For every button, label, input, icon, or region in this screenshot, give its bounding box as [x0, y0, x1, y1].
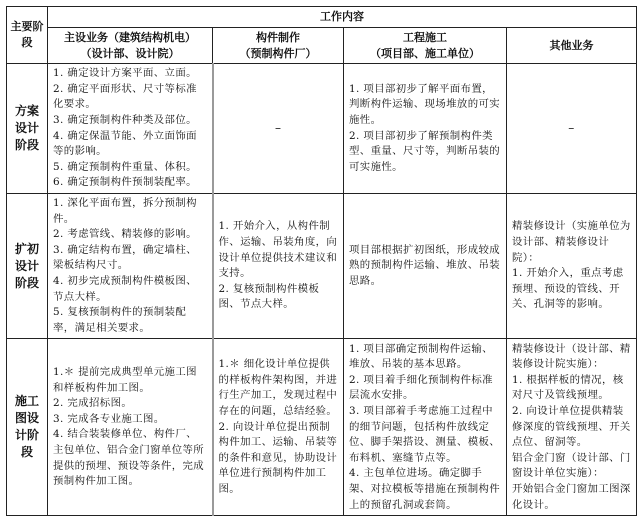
- cell-construction: [344, 64, 507, 194]
- list-item: 1. 确定设计方案平面、立面。: [53, 67, 197, 80]
- list-item: 5. 确定预制构件重量、体积。: [53, 160, 197, 173]
- cell-other: [507, 64, 637, 194]
- list-item: 3. 完成各专业施工图。: [53, 412, 165, 425]
- group-header: 工作内容: [48, 7, 637, 28]
- column-header-construction: [344, 28, 507, 64]
- list-item: 铝合金门窗（设计部、门窗设计单位实施）：: [512, 451, 631, 480]
- list-item: 2. 确定平面形状、尺寸等标准化要求。: [53, 82, 197, 111]
- stage-header-text: 主要阶段: [10, 20, 44, 49]
- cell-main-design: [48, 339, 213, 516]
- list-item: 2. 向设计单位提供精装修深度的管线预埋、开关点位、留洞等。: [512, 404, 631, 449]
- cell-main-design: [48, 64, 213, 194]
- column-title: 工程施工: [403, 30, 447, 44]
- stage-text: 扩初: [14, 241, 39, 256]
- list-item: 4. 结合装装修单位、构件厂、主包单位、铝合金门窗单位等所提供的预埋、预设等条件，完成预制构件加工图。: [53, 428, 205, 488]
- column-subtitle: （预制构件厂）: [239, 46, 317, 60]
- cell-other: [507, 339, 637, 516]
- table-row-preliminary-design: [7, 194, 637, 339]
- stage-text: 设计: [14, 258, 39, 273]
- column-header-other: [507, 28, 637, 64]
- list-item: 3. 项目部着手考虑施工过程中的细节问题，包括构件放线定位、脚手架搭设、测量、模板、布料机、塞缝节点等。: [349, 404, 501, 464]
- list-item: 4. 初步完成预制构件模板图、节点大样。: [53, 274, 197, 303]
- list-item: 1.＊ 提前完成典型单元施工图和样板构件加工图。: [53, 365, 197, 394]
- stage-text: 设计: [14, 121, 39, 135]
- cell-component-production: [213, 194, 344, 339]
- cell-component-production: [213, 64, 344, 194]
- list-item: 开始铝合金门窗加工图深化设计。: [512, 482, 631, 511]
- list-item: 2. 项目部初步了解预制构件类型、重量、尺寸等，判断吊装的可实施性。: [349, 129, 501, 173]
- list-item: 6. 确定预制构件预制装配率。: [53, 176, 197, 189]
- cell-construction: [344, 194, 507, 339]
- work-content-table: [6, 6, 637, 516]
- list-item: 4. 主包单位进场。确定脚手架、对拉模板等措施在预制构件上的预留孔洞或套筒。: [349, 467, 501, 511]
- list-item: 1. 项目部初步了解平面布置，判断构件运输、现场堆放的可实施性。: [349, 82, 501, 126]
- list-item: 2. 向设计单位提出预制构件加工、运输、吊装等的条件和意见，协助设计单位进行预制构件加工图。: [218, 420, 338, 495]
- cell-construction: [344, 339, 507, 516]
- stage-text: 阶段: [14, 275, 39, 290]
- column-subtitle: （项目部、施工单位）: [370, 46, 480, 60]
- column-subtitle: （设计部、设计院）: [80, 46, 180, 60]
- list-item: 1. 根据样板的情况，核对尺寸及管线预埋。: [512, 373, 624, 402]
- stage-text: 方案: [14, 104, 39, 118]
- column-title: 构件制作: [256, 30, 300, 44]
- list-item: 3. 确定预制构件种类及部位。: [53, 113, 197, 126]
- list-item: 1.＊ 细化设计单位提供的样板构件架构图，并进行生产加工，发现过程中存在的问题，总结经验。: [218, 358, 338, 417]
- stage-label: [7, 194, 48, 339]
- stage-text: 施工: [14, 394, 39, 409]
- cell-main-design: [48, 194, 213, 339]
- empty-dash: –: [275, 120, 282, 135]
- stage-header: [7, 7, 48, 64]
- list-item: 2. 完成招标图。: [53, 397, 133, 410]
- list-item: 5. 复核预制构件的预制装配率，满足相关要求。: [53, 306, 187, 334]
- stage-text: 段: [20, 445, 33, 460]
- list-item: 2. 考虑管线、精装修的影响。: [53, 228, 197, 241]
- stage-label: [7, 64, 48, 194]
- column-title: 其他业务: [549, 38, 594, 52]
- empty-dash: –: [568, 120, 575, 135]
- list-item: 项目部根据扩初图纸，形成较成熟的预制构件运输、堆放、吊装思路。: [349, 243, 501, 287]
- table-row-scheme-design: [7, 64, 637, 194]
- cell-other: [507, 194, 637, 339]
- list-item: 3. 确定结构布置，确定墙柱、梁板结构尺寸。: [53, 243, 197, 272]
- list-item: 1. 开始介入，从构件制作、运输、吊装角度，向设计单位提供技术建议和支持。: [218, 220, 338, 280]
- list-item: 2. 复核预制构件模板图、节点大样。: [218, 282, 320, 311]
- list-item: 1. 项目部确定预制构件运输、堆放、吊装的基本思路。: [349, 342, 493, 371]
- list-item: 1. 开始介入，重点考虑预埋、预设的管线、开关、孔洞等的影响。: [512, 267, 624, 311]
- column-header-main-design: [48, 28, 213, 64]
- column-title: 主设业务（建筑结构机电）: [64, 30, 196, 44]
- cell-component-production: [213, 339, 344, 516]
- stage-label: [7, 339, 48, 516]
- column-header-component-production: [213, 28, 344, 64]
- list-item: 2. 项目着手细化预制构件标准层流水安排。: [349, 373, 493, 402]
- stage-text: 计阶: [14, 428, 39, 443]
- list-item: 4. 确定保温节能、外立面饰面等的影响。: [53, 129, 197, 158]
- stage-text: 阶段: [14, 138, 39, 152]
- list-item: 精装修设计（设计部、精装修设计院实施）：: [512, 342, 631, 371]
- table-row-construction-drawing-design: [7, 339, 637, 516]
- stage-text: 图设: [14, 411, 39, 426]
- list-item: 1. 深化平面布置，拆分预制构件。: [53, 197, 197, 225]
- list-item: 精装修设计（实施单位为设计部、精装修设计院）：: [512, 220, 631, 264]
